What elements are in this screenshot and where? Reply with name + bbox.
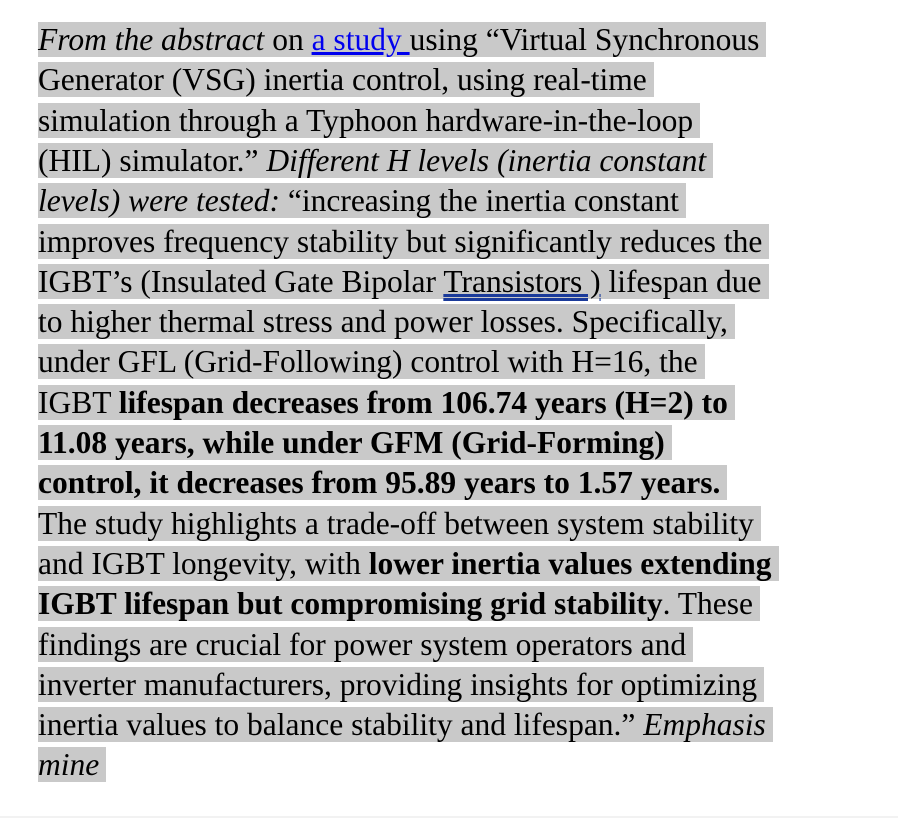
text-line: [38, 141, 713, 181]
text-segment: Transistors ): [443, 264, 601, 299]
highlighted-text-line: [38, 22, 766, 57]
text-segment: The study highlights a trade-off between system stability: [38, 506, 754, 541]
study-link[interactable]: a study: [311, 22, 410, 57]
text-line: [38, 665, 764, 705]
text-line: [38, 584, 760, 624]
highlighted-text-line: [38, 425, 672, 460]
text-line: [38, 423, 672, 463]
text-segment: mine: [38, 747, 100, 782]
text-segment: levels) were tested:: [38, 183, 280, 218]
text-segment: IGBT: [38, 385, 119, 420]
text-segment: using “Virtual Synchronous: [409, 22, 760, 57]
text-line: [38, 302, 735, 342]
text-segment: findings are crucial for power system operators and: [38, 627, 687, 662]
text-segment: 11.08 years, while under GFM (Grid-Forming): [38, 425, 665, 460]
text-line: [38, 20, 766, 60]
highlighted-text-line: [38, 304, 735, 339]
text-line: [38, 60, 654, 100]
highlighted-text-line: [38, 264, 769, 299]
text-segment: “increasing the inertia constant: [279, 183, 679, 218]
text-line: [38, 463, 727, 503]
document-body: [0, 20, 898, 818]
text-line: [38, 544, 779, 584]
text-segment: IGBT’s (Insulated Gate Bipolar: [38, 264, 444, 299]
text-segment: (HIL) simulator.”: [38, 143, 267, 178]
text-line: [38, 342, 705, 382]
text-segment: simulation through a Typhoon hardware-in-the-loop: [38, 103, 694, 138]
highlighted-text-line: [38, 747, 106, 782]
text-line: [38, 262, 769, 302]
highlighted-text-line: [38, 224, 769, 259]
highlighted-text-line: [38, 344, 705, 379]
text-line: [38, 705, 773, 745]
text-line: [38, 504, 761, 544]
highlighted-text-line: [38, 62, 654, 97]
text-line: [38, 101, 700, 141]
text-segment: Generator (VSG) inertia control, using real-time: [38, 62, 647, 97]
highlighted-text-line: [38, 667, 764, 702]
highlighted-text-line: [38, 586, 760, 621]
highlighted-text-line: [38, 183, 686, 218]
text-segment: to higher thermal stress and power losses. Specifically,: [38, 304, 728, 339]
text-segment: . These: [662, 586, 753, 621]
highlighted-text-line: [38, 627, 693, 662]
highlighted-text-line: [38, 143, 713, 178]
highlighted-text-line: [38, 707, 773, 742]
text-line: [38, 383, 735, 423]
text-segment: lower inertia values extending: [368, 546, 772, 581]
text-line: [38, 745, 106, 785]
highlighted-text-line: [38, 385, 735, 420]
text-segment: inverter manufacturers, providing insights for optimizing: [38, 667, 758, 702]
text-line: [38, 625, 693, 665]
text-line: [38, 222, 769, 262]
text-segment: lifespan due: [600, 264, 762, 299]
text-line: [38, 181, 686, 221]
text-segment: improves frequency stability but significantly reduces the: [38, 224, 763, 259]
text-segment: and IGBT longevity, with: [38, 546, 369, 581]
highlighted-text-line: [38, 103, 700, 138]
text-segment: Different H levels (inertia constant: [266, 143, 707, 178]
highlighted-text-line: [38, 465, 727, 500]
text-segment: inertia values to balance stability and lifespan.”: [38, 707, 644, 742]
text-segment: on: [264, 22, 312, 57]
highlighted-text-line: [38, 546, 779, 581]
text-segment: Emphasis: [643, 707, 766, 742]
text-segment: IGBT lifespan but compromising grid stability: [38, 586, 663, 621]
text-segment: control, it decreases from 95.89 years to 1.57 years.: [38, 465, 721, 500]
text-segment: under GFL (Grid-Following) control with H=16, the: [38, 344, 698, 379]
highlighted-text-line: [38, 506, 761, 541]
text-segment: lifespan decreases from 106.74 years (H=2) to: [118, 385, 728, 420]
text-segment: From the abstract: [38, 22, 265, 57]
